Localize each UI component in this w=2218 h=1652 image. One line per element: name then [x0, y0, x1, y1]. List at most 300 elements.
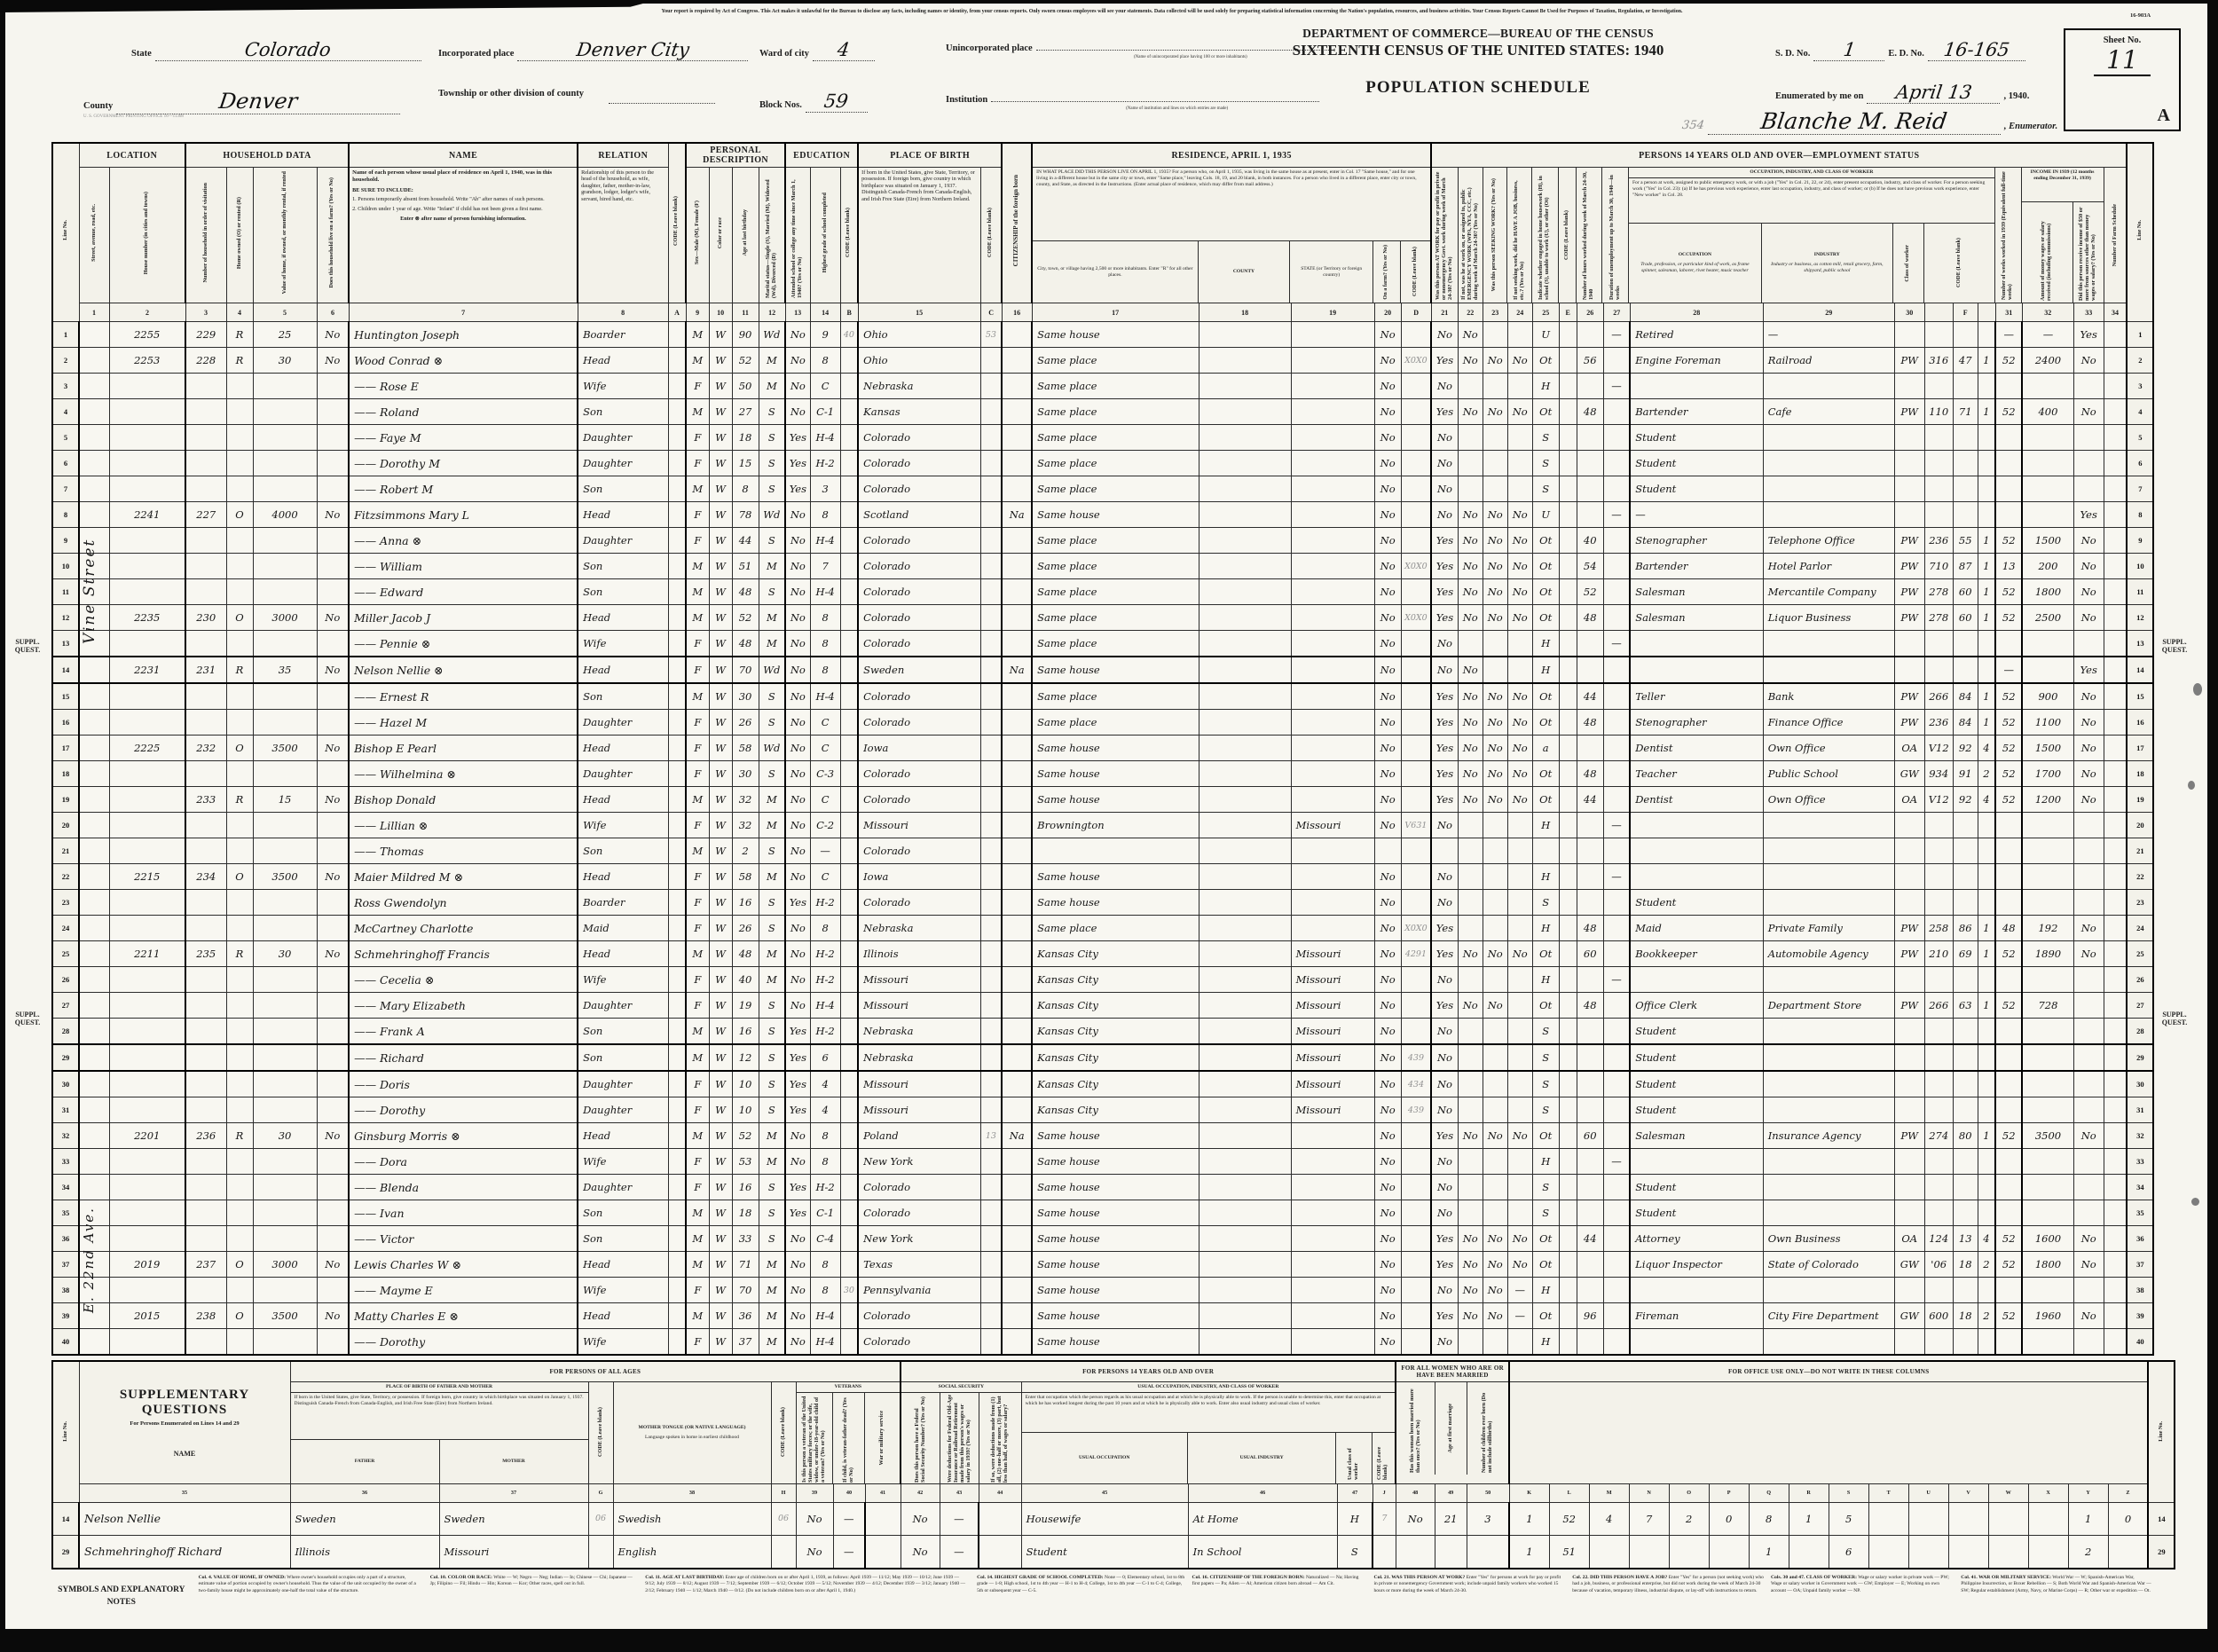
cell: No	[1507, 1226, 1532, 1252]
cell	[1995, 1149, 2022, 1175]
col-number: 45	[1021, 1483, 1188, 1502]
cell	[226, 683, 253, 710]
line-number: 14	[52, 657, 79, 683]
cell: Teller	[1630, 683, 1763, 710]
cell: Yes	[1431, 761, 1458, 787]
cell: Huntington Joseph	[349, 322, 578, 348]
cell	[1577, 1044, 1603, 1071]
cell: Ot	[1532, 528, 1559, 554]
cell	[317, 1200, 349, 1226]
cell	[1603, 916, 1630, 941]
cell	[1894, 451, 1924, 476]
cell: —— Mayme E	[349, 1278, 578, 1303]
cell: Colorado	[858, 890, 980, 916]
cell: Same place	[1032, 916, 1199, 941]
cell	[1483, 916, 1507, 941]
cell: No	[1483, 554, 1507, 579]
cell	[1894, 813, 1924, 838]
cell	[2104, 1044, 2127, 1071]
cell: No	[1374, 1149, 1401, 1175]
cell: Yes	[1431, 1226, 1458, 1252]
cell: Kansas City	[1032, 1044, 1199, 1071]
cell	[185, 554, 226, 579]
cell: 1	[1978, 528, 1995, 554]
cell	[1577, 1329, 1603, 1356]
cell	[317, 1019, 349, 1045]
cell: F	[686, 1278, 709, 1303]
cell	[979, 1502, 1021, 1535]
cell	[109, 787, 185, 813]
cell	[1603, 1303, 1630, 1329]
cell	[668, 451, 686, 476]
office-cell: 0	[2108, 1502, 2148, 1535]
cell: H-2	[810, 941, 840, 967]
cell	[109, 1019, 185, 1045]
cell	[109, 1097, 185, 1123]
cell: F	[686, 528, 709, 554]
cell: No	[785, 916, 810, 941]
cell	[253, 1019, 317, 1045]
cell: Yes	[1431, 993, 1458, 1019]
cell: 21	[1435, 1502, 1467, 1535]
cell	[1603, 579, 1630, 605]
cell	[1603, 554, 1630, 579]
enum-date-value: April 13	[1894, 82, 1973, 103]
line-number: 7	[2127, 476, 2153, 502]
cell	[1002, 1303, 1032, 1329]
cell	[1559, 1303, 1577, 1329]
col-number: 42	[901, 1483, 940, 1502]
line-number: 30	[2127, 1071, 2153, 1097]
cell	[1483, 1071, 1507, 1097]
cell	[2073, 1278, 2104, 1303]
cell: 44	[1577, 683, 1603, 710]
cell	[1603, 710, 1630, 736]
cell	[253, 710, 317, 736]
line-number: 21	[2127, 838, 2153, 864]
cell	[226, 1097, 253, 1123]
cell: Na	[1002, 502, 1032, 528]
cell: —— Cecelia ⊗	[349, 967, 578, 993]
line-number: 14	[52, 1502, 79, 1535]
cell: 227	[185, 502, 226, 528]
cell: 52	[1995, 710, 2022, 736]
cell: No	[785, 399, 810, 425]
cell	[109, 761, 185, 787]
cell: Kansas City	[1032, 1097, 1199, 1123]
cell: At Home	[1188, 1502, 1337, 1535]
col-number: W	[1988, 1483, 2028, 1502]
cell	[2104, 554, 2127, 579]
cell	[1559, 322, 1577, 348]
cell	[668, 838, 686, 864]
cell	[317, 1329, 349, 1356]
cell: No	[1374, 1175, 1401, 1200]
cell: 3000	[253, 605, 317, 631]
cell: 6	[810, 1044, 840, 1071]
col-sex: Sex—Male (M), Female (F)	[686, 168, 709, 303]
col-number: J	[1372, 1483, 1396, 1502]
cell: H-2	[810, 1175, 840, 1200]
cell: No	[1374, 657, 1401, 683]
cell	[1603, 1329, 1630, 1356]
cell: F	[686, 374, 709, 399]
cell	[185, 399, 226, 425]
cell	[1894, 1329, 1924, 1356]
cell	[979, 1535, 1021, 1569]
cell	[1291, 1278, 1374, 1303]
cell	[1630, 838, 1763, 864]
col-number: K	[1509, 1483, 1549, 1502]
cell	[1603, 941, 1630, 967]
office-cell	[1629, 1535, 1669, 1569]
cell	[79, 967, 109, 993]
cell	[1458, 1175, 1483, 1200]
cell	[1002, 736, 1032, 761]
cell: No	[2073, 1252, 2104, 1278]
cell	[840, 1175, 858, 1200]
cell: Daughter	[578, 451, 668, 476]
cell	[1291, 761, 1374, 787]
table-row	[52, 838, 2153, 864]
place-of-birth-group: PLACE OF BIRTH	[858, 143, 1002, 168]
cell: 30	[253, 348, 317, 374]
cell: H	[1532, 657, 1559, 683]
cell	[1953, 374, 1978, 399]
cell	[1458, 1019, 1483, 1045]
cell	[79, 657, 109, 683]
cell	[109, 1149, 185, 1175]
cell	[1577, 1175, 1603, 1200]
cell: No	[2073, 528, 2104, 554]
cell	[980, 736, 1002, 761]
cell: Student	[1630, 1200, 1763, 1226]
cell	[109, 451, 185, 476]
cell	[79, 710, 109, 736]
cell	[1291, 683, 1374, 710]
cell	[1483, 1200, 1507, 1226]
cell: No	[785, 813, 810, 838]
cell: Na	[1002, 1123, 1032, 1149]
cell	[980, 657, 1002, 683]
cell	[1995, 838, 2022, 864]
cell	[980, 838, 1002, 864]
cell	[1458, 374, 1483, 399]
cell	[1458, 967, 1483, 993]
cell	[668, 916, 686, 941]
cell: 16	[732, 1019, 759, 1045]
cell: 36	[732, 1303, 759, 1329]
cell	[840, 1149, 858, 1175]
cell: M	[686, 1123, 709, 1149]
cell: 52	[1995, 1226, 2022, 1252]
cell: No	[1458, 348, 1483, 374]
cell	[1002, 399, 1032, 425]
cell: 60	[1953, 605, 1978, 631]
cell: 52	[732, 1123, 759, 1149]
cell	[1894, 1149, 1924, 1175]
cell	[840, 476, 858, 502]
line-number: 24	[2127, 916, 2153, 941]
cell: —	[1603, 1149, 1630, 1175]
cell: 53	[980, 322, 1002, 348]
cell	[109, 476, 185, 502]
cell	[980, 1278, 1002, 1303]
cell	[109, 1329, 185, 1356]
cell: Yes	[1431, 605, 1458, 631]
cell: Student	[1021, 1535, 1188, 1569]
cell: 1960	[2022, 1303, 2073, 1329]
line-number: 13	[52, 631, 79, 657]
cell	[79, 1123, 109, 1149]
cell: No	[1374, 941, 1401, 967]
cell: No	[2073, 348, 2104, 374]
cell: Bishop Donald	[349, 787, 578, 813]
cell	[1953, 890, 1978, 916]
cell: Missouri	[858, 1097, 980, 1123]
cell	[980, 1200, 1002, 1226]
cell: Poland	[858, 1123, 980, 1149]
cell: S	[759, 761, 785, 787]
cell	[1483, 838, 1507, 864]
cell: Colorado	[858, 554, 980, 579]
cell	[1559, 993, 1577, 1019]
cell	[1603, 683, 1630, 710]
cell	[185, 1097, 226, 1123]
cell: OA	[1894, 787, 1924, 813]
cell: 52	[732, 348, 759, 374]
cell: —— Wilhelmina ⊗	[349, 761, 578, 787]
cell	[1199, 476, 1291, 502]
line-number: 28	[2127, 1019, 2153, 1045]
cell: W	[709, 399, 732, 425]
cell: 1600	[2022, 1226, 2073, 1252]
cell	[253, 1278, 317, 1303]
cell: PW	[1894, 528, 1924, 554]
col-number: 23	[1483, 303, 1507, 322]
cell: —— Anna ⊗	[349, 528, 578, 554]
cell: Ot	[1532, 399, 1559, 425]
cell	[79, 736, 109, 761]
supplementary-questions-table	[51, 1360, 2175, 1569]
cell: 8	[810, 348, 840, 374]
ward-field: Ward of city 4	[759, 39, 875, 61]
cell	[668, 813, 686, 838]
cell	[253, 683, 317, 710]
cell	[1630, 1329, 1763, 1356]
col-marital: Marital status—Single (S), Married (M), Widowed (Wd), Divorced (D)	[759, 168, 785, 303]
cell: Wife	[578, 967, 668, 993]
cell	[840, 579, 858, 605]
cell	[2073, 1149, 2104, 1175]
cell	[226, 1226, 253, 1252]
line-number: 16	[2127, 710, 2153, 736]
cell	[1577, 736, 1603, 761]
cell: —— Robert M	[349, 476, 578, 502]
cell: No	[1458, 657, 1483, 683]
cell	[1458, 1200, 1483, 1226]
cell	[2073, 993, 2104, 1019]
cell	[1763, 1044, 1894, 1071]
office-cell: 1	[1509, 1502, 1549, 1535]
cell	[1995, 1071, 2022, 1097]
cell: No	[1374, 605, 1401, 631]
cell: No	[785, 787, 810, 813]
cell	[317, 1278, 349, 1303]
cell	[980, 425, 1002, 451]
cell: 15	[732, 451, 759, 476]
cell	[2022, 631, 2073, 657]
cell	[1291, 916, 1374, 941]
cell	[1577, 864, 1603, 890]
cell: C	[810, 710, 840, 736]
cell	[980, 348, 1002, 374]
cell	[668, 579, 686, 605]
line-number: 9	[52, 528, 79, 554]
cell: No	[1374, 1303, 1401, 1329]
cell: —	[940, 1535, 979, 1569]
cell: Same house	[1032, 1278, 1199, 1303]
cell: No	[1483, 761, 1507, 787]
col-number: M	[1589, 1483, 1629, 1502]
cell	[1763, 502, 1894, 528]
cell: 278	[1924, 605, 1953, 631]
cell	[840, 967, 858, 993]
cell	[1577, 1097, 1603, 1123]
cell: McCartney Charlotte	[349, 916, 578, 941]
cell: S	[759, 710, 785, 736]
cell	[668, 1200, 686, 1226]
office-cell: 8	[1749, 1502, 1789, 1535]
cell: Iowa	[858, 736, 980, 761]
sup-women-group: Has this woman been married more than once? (Yes or No) Age at first marriage Number of children ever born (Do not include stillbirths)	[1396, 1382, 1509, 1484]
cell: 2241	[109, 502, 185, 528]
cell: Same place	[1032, 710, 1199, 736]
cell: No	[1374, 890, 1401, 916]
cell: 2	[1978, 761, 1995, 787]
cell	[1002, 1044, 1032, 1071]
cell	[1559, 528, 1577, 554]
cell: Maid	[578, 916, 668, 941]
cell: W	[709, 1019, 732, 1045]
cell	[668, 348, 686, 374]
sup-code-g: CODE (Leave blank)	[588, 1382, 613, 1484]
cell: Kansas	[858, 399, 980, 425]
cell	[1603, 1123, 1630, 1149]
cell: No	[2073, 710, 2104, 736]
cell: 52	[1995, 399, 2022, 425]
cell: C	[810, 864, 840, 890]
cell: W	[709, 605, 732, 631]
cell: Insurance Agency	[1763, 1123, 1894, 1149]
cell: Same house	[1032, 736, 1199, 761]
cell: No	[1431, 967, 1458, 993]
cell: 60	[1577, 941, 1603, 967]
cell	[840, 348, 858, 374]
cell: —	[833, 1502, 865, 1535]
sup-all-ages-band: FOR PERSONS OF ALL AGES	[290, 1361, 901, 1382]
cell	[1953, 1097, 1978, 1123]
cell: No	[901, 1502, 940, 1535]
line-number: 2	[2127, 348, 2153, 374]
cell	[1559, 476, 1577, 502]
cell	[1507, 838, 1532, 864]
cell: 48	[732, 941, 759, 967]
table-row	[52, 322, 2153, 348]
cell: Ot	[1532, 1226, 1559, 1252]
cell	[1507, 1044, 1532, 1071]
cell: U	[1532, 322, 1559, 348]
col-number: 13	[785, 303, 810, 322]
cell	[2073, 476, 2104, 502]
cell	[253, 1071, 317, 1097]
cell	[317, 631, 349, 657]
cell: No	[901, 1535, 940, 1569]
cell: 27	[732, 399, 759, 425]
cell	[840, 425, 858, 451]
cell: H-2	[810, 967, 840, 993]
cell	[668, 631, 686, 657]
cell	[2104, 683, 2127, 710]
cell	[840, 683, 858, 710]
cell: Same house	[1032, 1149, 1199, 1175]
cell: 52	[1577, 579, 1603, 605]
cell: S	[759, 683, 785, 710]
col-number: P	[1709, 1483, 1749, 1502]
cell: 48	[1577, 993, 1603, 1019]
cell	[2104, 1200, 2127, 1226]
cell	[1763, 813, 1894, 838]
cell: 52	[1995, 605, 2022, 631]
cell: W	[709, 864, 732, 890]
cell	[668, 993, 686, 1019]
cell	[185, 838, 226, 864]
cell	[1953, 502, 1978, 528]
cell: C-2	[810, 813, 840, 838]
cell	[109, 528, 185, 554]
cell	[1924, 1097, 1953, 1123]
cell: 1	[1978, 348, 1995, 374]
cell: 3	[1467, 1502, 1509, 1535]
cell: Same place	[1032, 528, 1199, 554]
cell: PW	[1894, 941, 1924, 967]
suppl-quest-stamp-right-29: SUPPL. QUEST.	[2161, 1011, 2188, 1027]
cell: No	[785, 941, 810, 967]
sheet-number-value: 11	[2094, 45, 2151, 76]
cell	[1763, 425, 1894, 451]
cell	[1953, 1175, 1978, 1200]
cell: W	[709, 1123, 732, 1149]
cell	[109, 813, 185, 838]
line-number: 34	[2127, 1175, 2153, 1200]
suppl-quest-stamp-right-14: SUPPL. QUEST.	[2161, 638, 2188, 654]
cell: No	[1458, 1278, 1483, 1303]
cell	[185, 1200, 226, 1226]
cell: No	[785, 554, 810, 579]
cell: No	[2073, 683, 2104, 710]
ed-value: 16-165	[1942, 39, 2011, 60]
cell	[1763, 1278, 1894, 1303]
cell: S	[759, 1200, 785, 1226]
col-number: 4	[226, 303, 253, 322]
cell: No	[1431, 1278, 1458, 1303]
cell	[980, 787, 1002, 813]
cell: 439	[1401, 1097, 1431, 1123]
cell: Miller Jacob J	[349, 605, 578, 631]
cell: No	[1431, 631, 1458, 657]
table-row	[52, 1123, 2153, 1149]
col-number: 28	[1630, 303, 1763, 322]
